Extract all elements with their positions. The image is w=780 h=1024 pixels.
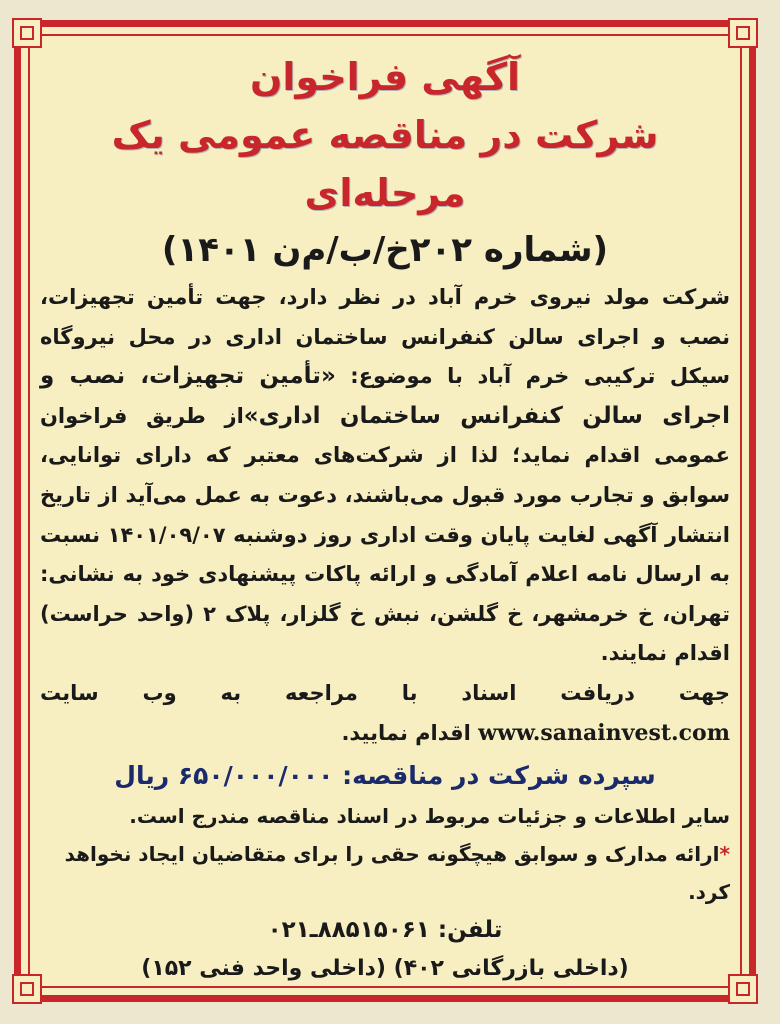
note-details: سایر اطلاعات و جزئیات مربوط در اسناد مناقصه مندرج است. xyxy=(129,804,730,829)
notice-title: آگهی فراخوان xyxy=(249,55,521,99)
tender-deposit: سپرده شرکت در مناقصه: ۶۵۰/۰۰۰/۰۰۰ ریال xyxy=(114,761,656,791)
corner-ornament xyxy=(12,18,42,48)
corner-ornament xyxy=(728,18,758,48)
body-text: از طریق فراخوان عمومی اقدام نماید؛ لذا از شرکت‌های معتبر که دارای توانایی، سوابق و تجارب مورد قبول می‌باشند، دعوت به عمل می‌آید از تاریخ انتشار آگهی لغایت پایان وقت اداری روز دوشنبه ۱۴۰۱/۰۹/۰۷ نسبت به ارسال نامه اعلام آمادگی و ارائه پاکات پیشنهادی خود به نشانی: تهران، خ خرمشهر، خ گلشن، نبش خ گلزار، پلاک ۲ (واحد حراست) اقدام نمایند. xyxy=(40,403,730,666)
phone-number: تلفن: ۸۸۵۱۵۰۶۱ـ۰۲۱ xyxy=(267,917,503,944)
phone-extensions: (داخلی بازرگانی ۴۰۲) (داخلی واحد فنی ۱۵۲) xyxy=(141,956,629,982)
tender-number: (شماره ۲۰۲خ/ب/م‌ن ۱۴۰۱) xyxy=(161,230,609,270)
note-rights xyxy=(40,835,730,911)
notice-content xyxy=(40,48,730,989)
body-text: شرکت مولد نیروی خرم آباد در نظر دارد، جهت تأمین تجهیزات، نصب و اجرای سالن کنفرانس ساختمان اداری در محل نیروگاه سیکل ترکیبی خرم آباد با موضوع: xyxy=(40,285,731,389)
notice-subtitle: شرکت در مناقصه عمومی یک مرحله‌ای xyxy=(111,113,659,215)
tender-subject: «تأمین تجهیزات، نصب و اجرای سالن کنفرانس ساختمان اداری» xyxy=(40,363,730,429)
docs-text: اقدام نمایید. xyxy=(341,720,479,745)
corner-ornament xyxy=(728,974,758,1004)
notice-body xyxy=(40,278,730,753)
corner-ornament xyxy=(12,974,42,1004)
bullet-icon: * xyxy=(719,842,730,867)
note-rights-text: ارائه مدارک و سوابق هیچگونه حقی را برای متقاضیان ایجاد نخواهد کرد. xyxy=(64,842,730,905)
docs-text: جهت دریافت اسناد با مراجعه به وب سایت xyxy=(40,680,730,705)
website-link[interactable]: www.sanainvest.com xyxy=(478,719,730,746)
